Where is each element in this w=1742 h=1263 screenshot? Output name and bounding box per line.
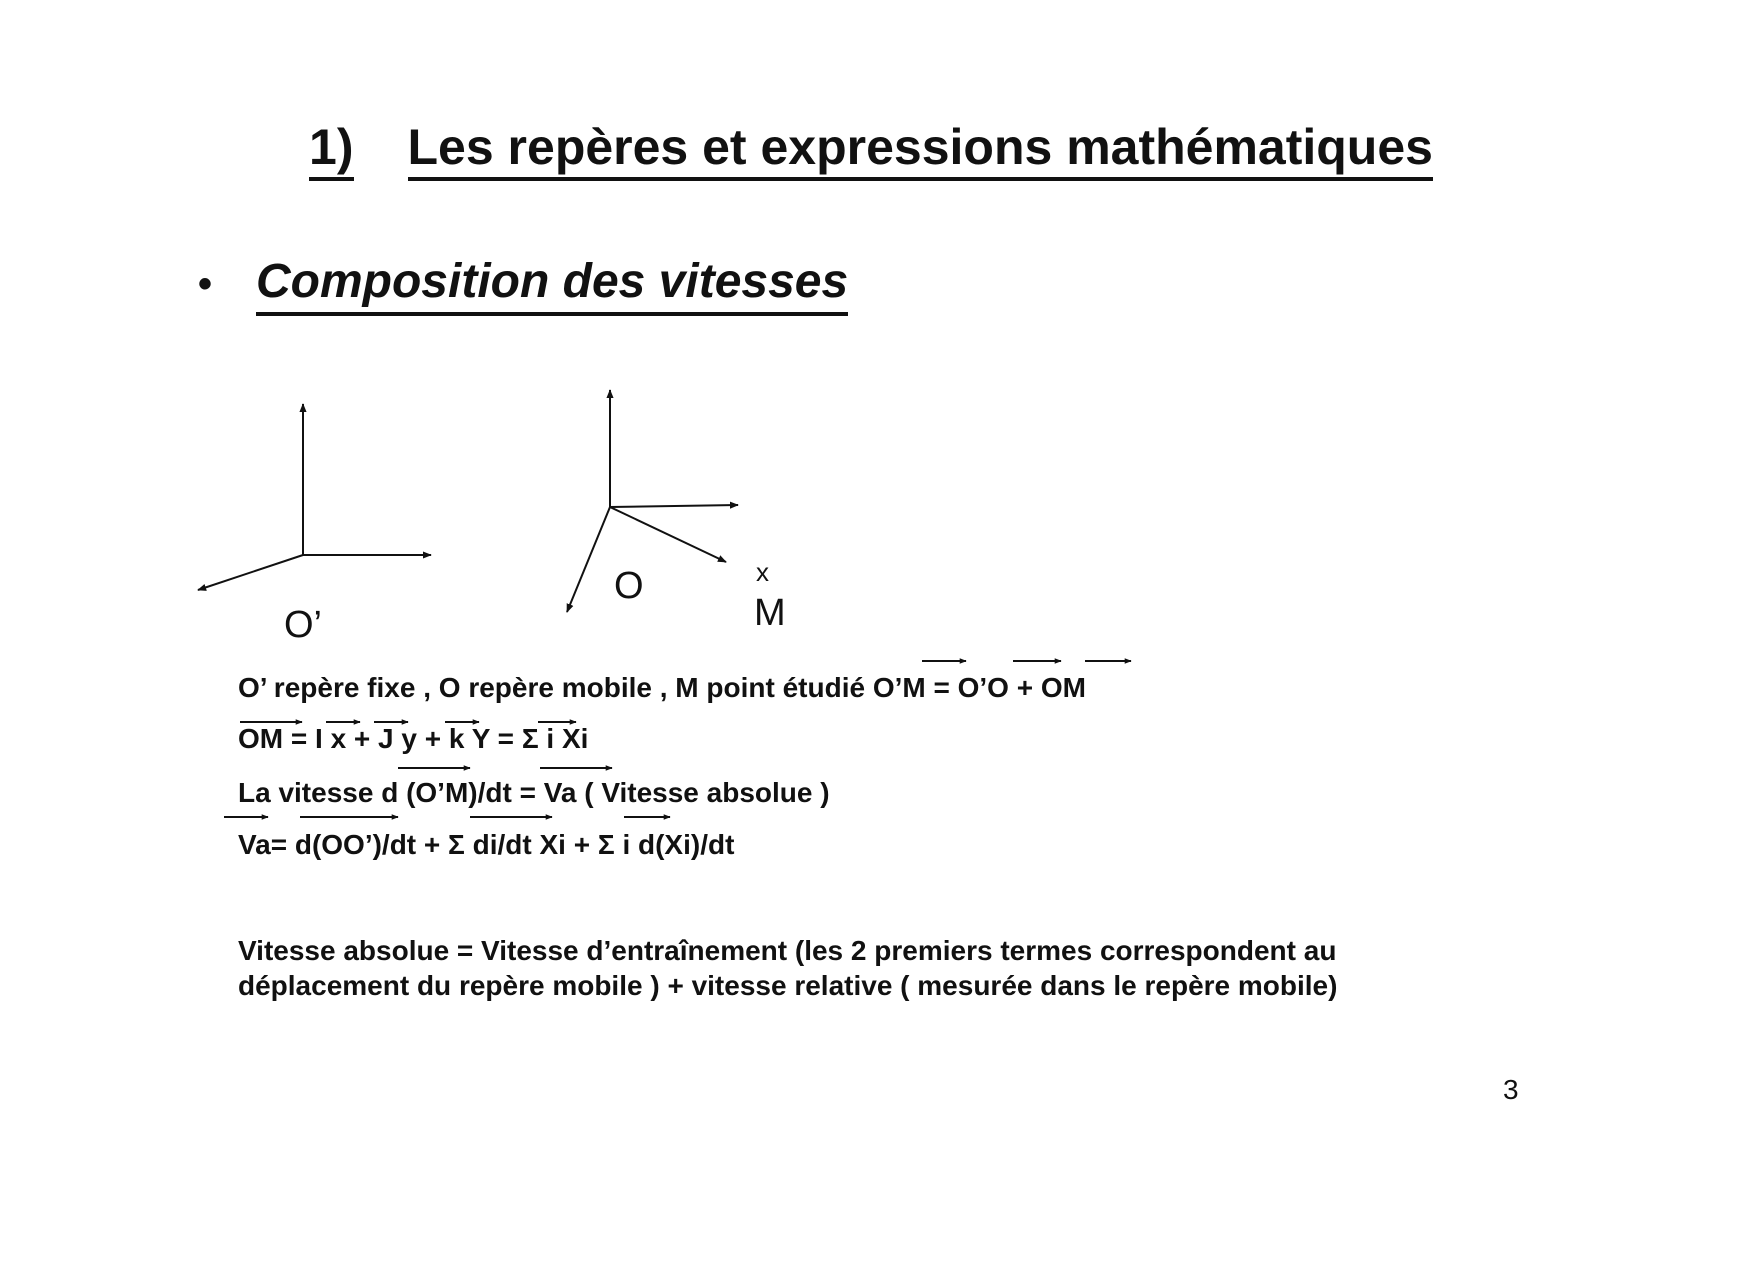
explanation-line-2: déplacement du repère mobile ) + vitesse relative ( mesurée dans le repère mobile) <box>238 970 1338 1001</box>
fixed-frame-label: O’ <box>284 604 322 646</box>
point-marker: x <box>756 557 769 587</box>
mobile-frame-diag-axis <box>610 507 726 562</box>
mobile-frame-axes <box>567 390 738 612</box>
bullet-icon: • <box>198 262 213 306</box>
mobile-frame-y-axis <box>610 505 738 507</box>
fixed-frame-axes <box>198 404 431 590</box>
title-text: Les repères et expressions mathématiques <box>408 119 1433 181</box>
title-number: 1) <box>309 119 353 181</box>
point-label: M <box>754 592 786 634</box>
mobile-frame-x-axis <box>567 507 610 612</box>
equation-line-2: OM = I x + J y + k Y = Σ i Xi <box>238 723 589 754</box>
equation-line-3: La vitesse d (O’M)/dt = Va ( Vitesse absolue ) <box>238 777 830 808</box>
equation-line-1: O’ repère fixe , O repère mobile , M point étudié O’M = O’O + OM <box>238 672 1086 703</box>
page-number: 3 <box>1503 1074 1519 1105</box>
fixed-frame-x-axis <box>198 555 303 590</box>
explanation-line-1: Vitesse absolue = Vitesse d’entraînement (les 2 premiers termes correspondent au <box>238 935 1337 966</box>
mobile-frame-label: O <box>614 565 644 607</box>
section-heading: Composition des vitesses <box>256 254 848 316</box>
equation-line-4: Va= d(OO’)/dt + Σ di/dt Xi + Σ i d(Xi)/dt <box>238 829 735 860</box>
